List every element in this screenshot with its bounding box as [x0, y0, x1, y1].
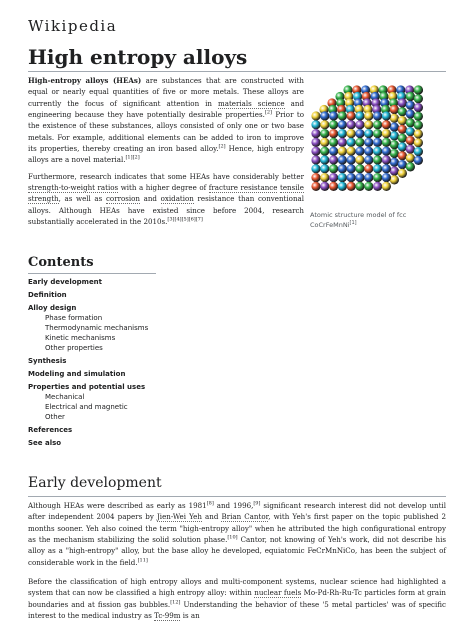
bold-term: (HEAs): [108, 76, 142, 85]
atom-sphere: [373, 138, 382, 147]
toc-item[interactable]: References: [28, 426, 73, 434]
atom-sphere: [398, 116, 407, 125]
text-run: with a higher degree of: [118, 183, 209, 193]
text-run: and: [201, 512, 222, 522]
citation-ref[interactable]: [3][4][5][6][7]: [167, 216, 203, 223]
text-run: Although HEAs were described as early as 1981: [28, 501, 207, 510]
atom-sphere: [311, 120, 320, 129]
atom-sphere: [311, 155, 320, 164]
atom-sphere: [414, 147, 423, 156]
atom-sphere: [347, 138, 356, 147]
atom-sphere: [382, 155, 391, 164]
toc-item[interactable]: See also: [28, 439, 62, 447]
atom-sphere: [406, 92, 415, 101]
atom-sphere: [355, 111, 364, 120]
atom-sphere: [382, 120, 391, 129]
atom-sphere: [329, 173, 338, 182]
wiki-link[interactable]: oxidation: [160, 194, 194, 204]
atom-sphere: [406, 101, 415, 110]
atom-sphere: [320, 155, 329, 164]
atom-sphere: [329, 138, 338, 147]
page-title: High entropy alloys: [28, 45, 248, 69]
atom-sphere: [406, 127, 415, 136]
text-run: Furthermore, research indicates that some HEAs have considerably better: [28, 171, 304, 181]
atom-sphere: [390, 175, 399, 184]
atom-sphere: [311, 164, 320, 173]
atom-sphere: [382, 138, 391, 147]
atom-sphere: [390, 149, 399, 158]
atom-sphere: [390, 114, 399, 123]
section-paragraph-2: [28, 576, 446, 621]
atom-sphere: [347, 182, 356, 191]
toc-item[interactable]: Mechanical: [45, 393, 85, 401]
atom-sphere: [355, 129, 364, 138]
atom-sphere: [320, 120, 329, 129]
atom-sphere: [390, 123, 399, 132]
atom-sphere: [373, 164, 382, 173]
toc-item[interactable]: Thermodynamic mechanisms: [45, 324, 149, 332]
atom-sphere: [390, 105, 399, 114]
atom-sphere: [406, 110, 415, 119]
atom-sphere: [320, 173, 329, 182]
text-run: Understanding the behavior of these '5 metal particles' was of specific interest to the medical industry as: [28, 599, 446, 621]
atom-sphere: [364, 111, 373, 120]
atom-sphere: [329, 147, 338, 156]
text-run: resistance than conventional alloys. Although HEAs have existed since before 2004, research substantially accelerated in the 2010s.: [28, 194, 305, 227]
wiki-link[interactable]: Tc-99m: [154, 611, 181, 621]
text-run: Before the classification of high entropy alloys and multi-component systems, nuclear science had highlighted a system that can now be classified a high entropy alloy: within: [28, 577, 446, 598]
atom-sphere: [338, 138, 347, 147]
atom-sphere: [311, 111, 320, 120]
toc-item[interactable]: Phase formation: [45, 314, 103, 322]
atom-sphere: [338, 164, 347, 173]
atom-sphere: [320, 111, 329, 120]
wiki-link[interactable]: tensile strength: [28, 183, 304, 204]
atom-sphere: [406, 118, 415, 127]
atom-sphere: [329, 111, 338, 120]
caption-text: Atomic structure model of fcc CoCrFeMnNi: [310, 211, 407, 229]
caption-citation[interactable]: [1]: [349, 219, 357, 226]
atom-sphere: [398, 151, 407, 160]
image-caption: [310, 211, 452, 231]
text-run: is an: [180, 611, 200, 621]
atom-sphere: [364, 173, 373, 182]
atom-sphere: [406, 162, 415, 171]
atom-sphere: [382, 147, 391, 156]
atom-sphere: [373, 147, 382, 156]
atom-sphere: [414, 156, 423, 165]
atom-sphere: [338, 129, 347, 138]
toc-item[interactable]: Other: [45, 413, 65, 421]
infobox: [310, 78, 452, 231]
toc-item[interactable]: Kinetic mechanisms: [45, 334, 116, 342]
toc-item[interactable]: Definition: [28, 291, 67, 299]
atom-sphere: [329, 120, 338, 129]
lead-paragraph-1: [28, 75, 304, 166]
atom-sphere: [382, 111, 391, 120]
bold-term: High-entropy alloys: [28, 76, 109, 85]
atom-sphere: [320, 129, 329, 138]
atom-sphere: [311, 182, 320, 191]
atom-sphere: [398, 125, 407, 134]
atom-sphere: [382, 182, 391, 191]
toc-heading: Contents: [28, 255, 156, 274]
citation-ref[interactable]: [2]: [264, 109, 272, 116]
atomic-structure-image[interactable]: [310, 78, 452, 208]
title-divider: [28, 71, 446, 72]
atom-sphere: [329, 164, 338, 173]
atom-sphere: [311, 173, 320, 182]
atom-sphere: [373, 173, 382, 182]
atom-sphere: [414, 129, 423, 138]
toc-item[interactable]: Other properties: [45, 344, 103, 352]
atom-sphere: [347, 164, 356, 173]
toc-list: [28, 278, 156, 447]
atom-sphere: [311, 147, 320, 156]
toc-item[interactable]: Modeling and simulation: [28, 370, 126, 378]
atom-sphere: [320, 138, 329, 147]
atom-sphere: [338, 120, 347, 129]
toc-item[interactable]: Synthesis: [28, 357, 67, 365]
atom-sphere: [320, 164, 329, 173]
atom-sphere: [338, 182, 347, 191]
atom-sphere: [406, 136, 415, 145]
citation-ref[interactable]: [12]: [170, 599, 181, 606]
atom-sphere: [338, 111, 347, 120]
atom-sphere: [347, 111, 356, 120]
atom-sphere: [355, 164, 364, 173]
table-of-contents: [28, 255, 156, 447]
atom-sphere: [320, 147, 329, 156]
atom-sphere: [390, 140, 399, 149]
text-run: , as well as: [58, 194, 106, 204]
atom-sphere: [382, 164, 391, 173]
wiki-link[interactable]: Brian Cantor: [221, 512, 269, 522]
atom-sphere: [338, 155, 347, 164]
atom-sphere: [373, 182, 382, 191]
toc-item[interactable]: Alloy design: [28, 304, 77, 312]
citation-ref[interactable]: [8]: [206, 500, 214, 507]
atom-sphere: [320, 182, 329, 191]
citation-ref[interactable]: [10]: [227, 534, 238, 541]
text-run: Cantor, not knowing of Yeh's work, did not describe his alloy as a "high-entropy" alloy, but the base alloy he developed, equiatomic FeCrMnNiCo, has been the subject of considerable work in the field.: [28, 535, 446, 567]
atom-sphere: [390, 131, 399, 140]
section-heading-early-development: Early development: [28, 475, 162, 491]
atom-sphere: [347, 120, 356, 129]
citation-ref[interactable]: [9]: [253, 500, 261, 507]
atom-sphere: [311, 138, 320, 147]
atom-sphere: [347, 129, 356, 138]
toc-item[interactable]: Properties and potential uses: [28, 383, 146, 391]
atom-sphere: [406, 154, 415, 163]
lead-section: [28, 75, 304, 232]
citation-ref[interactable]: [11]: [137, 557, 148, 564]
text-run: and: [140, 194, 161, 204]
atom-sphere: [364, 147, 373, 156]
wiki-link[interactable]: Jien-Wei Yeh: [156, 512, 202, 522]
toc-item[interactable]: Electrical and magnetic: [45, 403, 128, 411]
atom-sphere: [364, 120, 373, 129]
atom-sphere: [373, 111, 382, 120]
atom-sphere: [373, 129, 382, 138]
atom-sphere: [398, 169, 407, 178]
wikipedia-wordmark[interactable]: Wikipedia: [28, 17, 118, 35]
wiki-link[interactable]: strength-to-weight ratios: [28, 183, 119, 193]
atom-sphere: [398, 142, 407, 151]
atom-sphere: [347, 173, 356, 182]
atom-sphere: [414, 112, 423, 121]
atom-sphere: [355, 120, 364, 129]
atom-sphere: [364, 182, 373, 191]
atom-sphere: [355, 155, 364, 164]
section-paragraph-1: [28, 500, 446, 568]
atom-sphere: [355, 173, 364, 182]
atom-sphere: [364, 155, 373, 164]
atom-sphere: [414, 94, 423, 103]
atom-sphere: [414, 103, 423, 112]
atom-sphere: [329, 129, 338, 138]
citation-ref[interactable]: [2]: [218, 143, 226, 150]
atom-sphere: [398, 98, 407, 107]
atom-sphere: [338, 173, 347, 182]
wiki-link[interactable]: materials science: [218, 98, 285, 108]
atom-sphere: [406, 145, 415, 154]
atom-sphere: [329, 155, 338, 164]
lead-paragraph-2: [28, 171, 304, 228]
atom-sphere: [414, 121, 423, 130]
toc-item[interactable]: Early development: [28, 278, 103, 286]
atom-sphere: [398, 134, 407, 143]
atom-sphere: [414, 138, 423, 147]
atom-sphere: [355, 138, 364, 147]
atom-sphere: [347, 155, 356, 164]
atom-sphere: [364, 164, 373, 173]
atom-sphere: [347, 147, 356, 156]
atom-sphere: [414, 85, 423, 94]
atom-sphere: [311, 129, 320, 138]
wiki-link[interactable]: nuclear fuels: [254, 588, 302, 598]
atom-sphere: [364, 129, 373, 138]
atom-sphere: [355, 182, 364, 191]
atom-sphere: [355, 147, 364, 156]
text-run: Mo-Pd-Rh-Ru-Tc particles form at grain boundaries and at fission gas bubbles.: [28, 588, 446, 609]
citation-ref[interactable]: [1][2]: [125, 155, 140, 162]
section-body: [28, 500, 446, 629]
text-run: and 1996,: [213, 501, 254, 510]
atom-sphere: [373, 120, 382, 129]
atom-sphere: [373, 155, 382, 164]
atom-sphere: [382, 129, 391, 138]
fcc-atomic-lattice-icon: [311, 85, 423, 191]
atom-sphere: [364, 138, 373, 147]
text-run: and engineering because they have potentially desirable properties.: [28, 98, 304, 120]
text-run: are substances that are constructed with equal or nearly equal quantities of five or more metals. These alloys are currently the focus of significant attention in: [28, 76, 305, 108]
wiki-link[interactable]: fracture resistance: [208, 183, 278, 193]
text-run: Prior to the existence of these substances, alloys consisted of only one or two base metals. For example, additional elements can be added to iron to improve its properties, thereby creating an iron based alloy.: [28, 110, 304, 154]
text-run: Hence, high entropy alloys are a novel material.: [28, 144, 305, 165]
text-run: , with Yeh's first paper on the topic published 2 months sooner. Yeh also coined the term "high-entropy alloy" when he attributed the high configurational entropy as the mechanism stabilizing the solid solution phase.: [28, 512, 447, 545]
atom-sphere: [338, 147, 347, 156]
atom-sphere: [390, 158, 399, 167]
atom-sphere: [329, 182, 338, 191]
atom-sphere: [398, 107, 407, 116]
atom-sphere: [390, 167, 399, 176]
text-run: significant research interest did not develop until after independent 2004 papers by: [28, 501, 446, 522]
atom-sphere: [382, 173, 391, 182]
section-divider: [28, 496, 446, 497]
atom-sphere: [398, 160, 407, 169]
wiki-link[interactable]: corrosion: [105, 194, 140, 204]
